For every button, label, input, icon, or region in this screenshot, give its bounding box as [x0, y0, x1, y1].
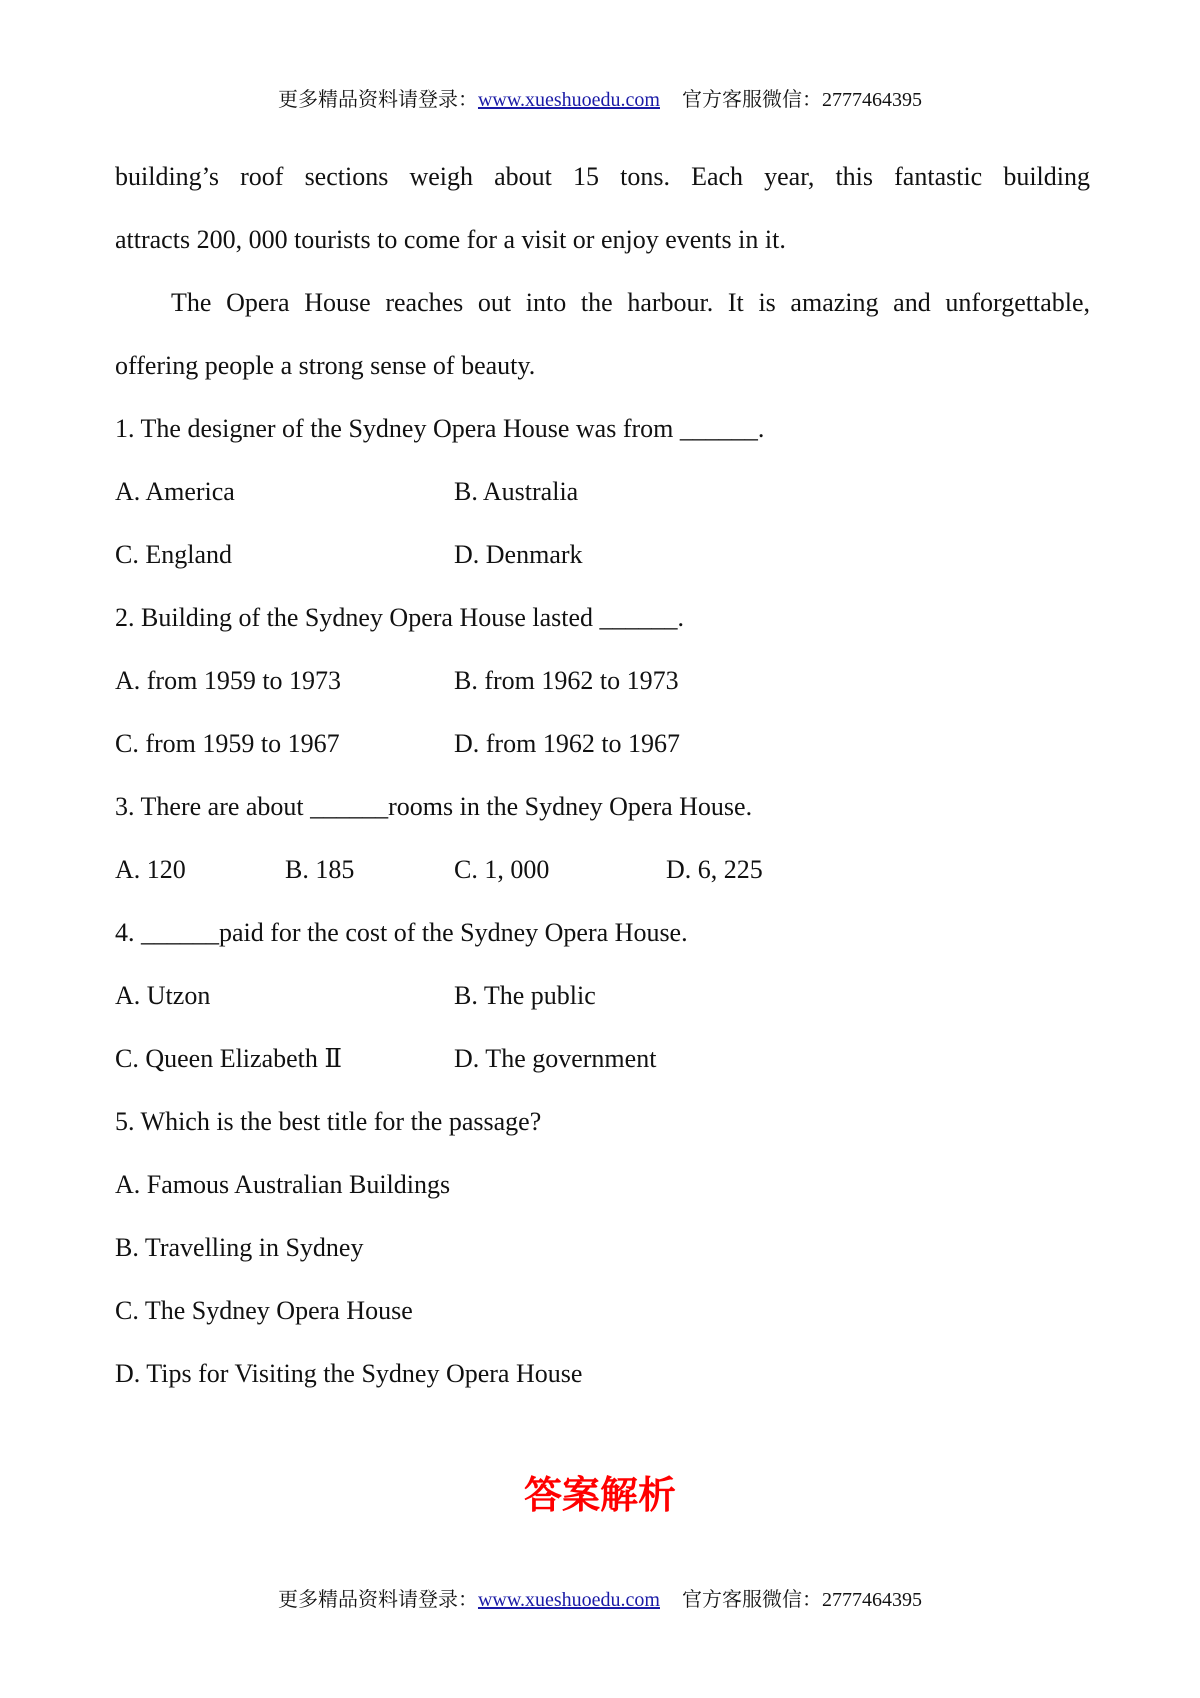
option-a: A. Famous Australian Buildings	[115, 1170, 451, 1199]
question-2-options-row	[115, 712, 1090, 775]
option-c: C. The Sydney Opera House	[115, 1296, 413, 1325]
passage-line: The Opera House reaches out into the harbour. It is amazing and unforgettable,	[171, 288, 1090, 317]
question-3-stem: 3. There are about ______rooms in the Sydney Opera House.	[115, 792, 753, 821]
option-a: A. Utzon	[115, 981, 211, 1010]
question-2-stem: 2. Building of the Sydney Opera House lasted ______.	[115, 603, 685, 632]
option-b: B. from 1962 to 1973	[454, 666, 679, 695]
header-site-link[interactable]: www.xueshuoedu.com	[477, 89, 660, 111]
option-c: C. Queen Elizabeth Ⅱ	[115, 1044, 343, 1073]
header-service: 官方客服微信：2777464395	[682, 89, 922, 111]
question-4-options-row	[115, 1027, 1090, 1090]
page-footer	[0, 1586, 1200, 1614]
question-5-stem: 5. Which is the best title for the passage?	[115, 1107, 542, 1136]
footer-service: 官方客服微信：2777464395	[682, 1589, 922, 1611]
document-body	[115, 145, 1090, 1405]
option-b: B. Travelling in Sydney	[115, 1233, 364, 1262]
page-header	[0, 86, 1200, 114]
question-2-options-row	[115, 649, 1090, 712]
option-a: A. America	[115, 477, 235, 506]
footer-site-link[interactable]: www.xueshuoedu.com	[477, 1589, 660, 1611]
option-a: A. from 1959 to 1973	[115, 666, 342, 695]
footer-prefix: 更多精品资料请登录：	[277, 1589, 478, 1611]
question-1-stem: 1. The designer of the Sydney Opera House was from ______.	[115, 414, 765, 443]
header-prefix: 更多精品资料请登录：	[277, 89, 478, 111]
question-1-options-row	[115, 460, 1090, 523]
question-4-options-row	[115, 964, 1090, 1027]
question-4-stem: 4. ______paid for the cost of the Sydney Opera House.	[115, 918, 688, 947]
passage-line: attracts 200, 000 tourists to come for a visit or enjoy events in it.	[115, 225, 786, 254]
option-d: D. Tips for Visiting the Sydney Opera House	[115, 1359, 583, 1388]
passage-line: offering people a strong sense of beauty.	[115, 351, 536, 380]
passage-line: building’s roof sections weigh about 15 tons. Each year, this fantastic building	[115, 162, 1090, 191]
option-a: A. 120	[115, 855, 186, 884]
option-b: B. The public	[454, 981, 596, 1010]
answer-heading: 答案解析	[523, 1473, 676, 1517]
option-d: D. from 1962 to 1967	[454, 729, 681, 758]
option-c: C. England	[115, 540, 232, 569]
option-b: B. 185	[285, 855, 355, 884]
option-c: C. 1, 000	[454, 855, 550, 884]
question-1-options-row	[115, 523, 1090, 586]
question-3-options-row	[115, 838, 1090, 901]
option-d: D. Denmark	[454, 540, 583, 569]
option-c: C. from 1959 to 1967	[115, 729, 340, 758]
option-d: D. The government	[454, 1044, 657, 1073]
option-b: B. Australia	[454, 477, 579, 506]
option-d: D. 6, 225	[666, 855, 763, 884]
